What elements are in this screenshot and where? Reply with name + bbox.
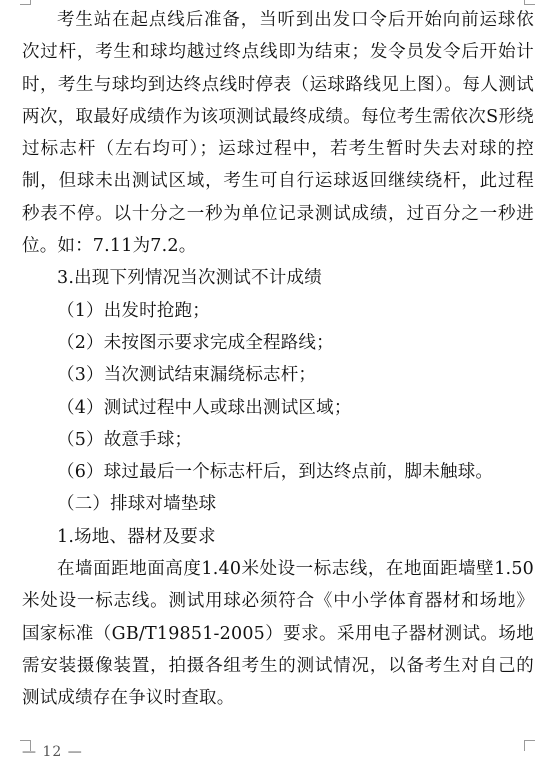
crop-mark-bottom-right [524, 740, 535, 751]
document-body [22, 4, 534, 715]
list-item: （4）测试过程中人或球出测试区域； [57, 397, 352, 418]
paragraph-test-procedure: 考生站在起点线后准备，当听到出发口令后开始向前运球依次过杆，考生和球均越过终点线即为结束；发令员发令后开始计时，考生与球均到达终点线时停表（运球路线见上图）。每人测试两次，取最好成绩作为该项测试最终成绩。每位考生需依次S形绕过标志杆（左右均可）；运球过程中，若考生暂时失去对球的控制，但球未出测试区域，考生可自行运球返回继续绕杆，此过程秒表不停。以十分之一秒为单位记录测试成绩，过百分之一秒进位。如：7.11为7.2。 [22, 10, 534, 257]
list-item: （5）故意手球； [57, 429, 193, 450]
sub-heading-venue-equipment: 1.场地、器材及要求 [57, 526, 216, 547]
list-item: （6）球过最后一个标志杆后，到达终点前，脚未触球。 [57, 462, 494, 483]
section-heading-invalid-results: 3.出现下列情况当次测试不计成绩 [57, 268, 322, 289]
paragraph-venue-requirements: 在墙面距地面高度1.40米处设一标志线，在地面距墙壁1.50米处设一标志线。测试用球必须符合《中小学体育器材和场地》国家标准（GB/T19851-2005）要求。采用电子器材测试。场地需安装摄像装置，拍摄各组考生的测试情况，以备考生对自己的测试成绩存在争议时查取。 [22, 559, 534, 709]
page-number: — 12 — [22, 744, 83, 760]
list-item: （3）当次测试结束漏绕标志杆； [57, 365, 317, 386]
list-item: （1）出发时抢跑； [57, 300, 210, 321]
part-heading-volleyball: （二）排球对墙垫球 [57, 494, 217, 515]
list-item: （2）未按图示要求完成全程路线； [57, 332, 334, 353]
